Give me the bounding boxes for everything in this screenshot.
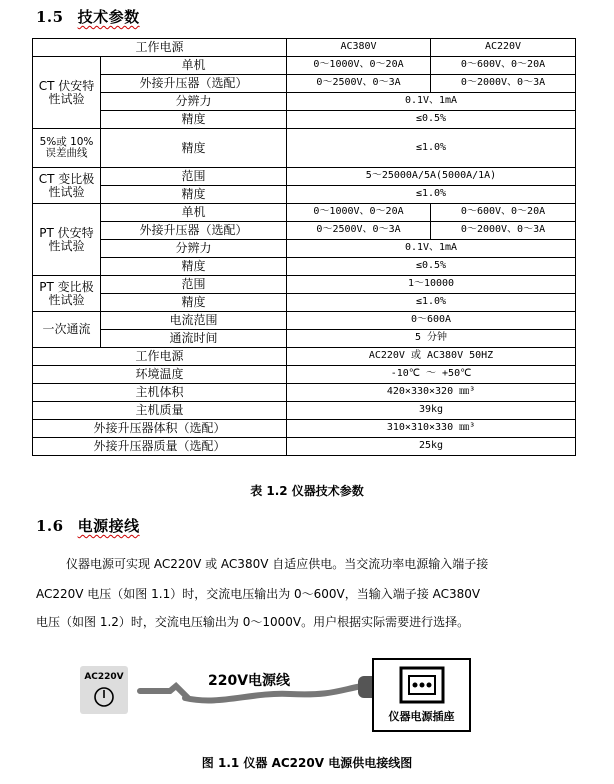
table-row: [33, 240, 576, 258]
row-label: 工作电源: [33, 348, 287, 366]
cell-value: -10℃ ～ +50℃: [287, 366, 576, 384]
group-pt-volt-ampere: PT 伏安特性试验: [33, 204, 101, 276]
spec-table: [32, 38, 576, 456]
group-primary-current: 一次通流: [33, 312, 101, 348]
row-label: 范围: [101, 276, 287, 294]
table-row: [33, 75, 576, 93]
table-row: [33, 348, 576, 366]
table-row: [33, 438, 576, 456]
table-row: [33, 168, 576, 186]
table-row: [33, 258, 576, 276]
cell-value: 0～2000V、0～3A: [431, 222, 576, 240]
wall-outlet: [80, 666, 128, 714]
table-row: [33, 222, 576, 240]
group-ct-ratio-polarity: CT 变比极性试验: [33, 168, 101, 204]
cell-value: 0～600V、0～20A: [431, 204, 576, 222]
header-col-ac220: AC220V: [431, 39, 576, 57]
section-title: 电源接线: [77, 517, 140, 535]
row-label: 分辨力: [101, 93, 287, 111]
cell-value: ≤1.0%: [287, 186, 576, 204]
header-col-ac380: AC380V: [287, 39, 431, 57]
section-heading-1-6: [36, 515, 140, 536]
section-title: 技术参数: [77, 8, 140, 26]
row-label: 精度: [101, 258, 287, 276]
row-label: 单机: [101, 204, 287, 222]
group-error-curve: 5%或 10%误差曲线: [33, 129, 101, 168]
cell-value: 0～1000V、0～20A: [287, 57, 431, 75]
table-row: [33, 276, 576, 294]
cell-value: 0～2500V、0～3A: [287, 222, 431, 240]
group-ct-volt-ampere: CT 伏安特性试验: [33, 57, 101, 129]
socket-icon: [374, 662, 469, 710]
cell-value: AC220V 或 AC380V 50HZ: [287, 348, 576, 366]
paragraph-line: 电压（如图 1.2）时，交流电压输出为 0～1000V。用户根据实际需要进行选择。: [36, 615, 470, 629]
cell-value: 5～25000A/5A(5000A/1A): [287, 168, 576, 186]
cell-value: 0～2500V、0～3A: [287, 75, 431, 93]
cell-value: 0～2000V、0～3A: [431, 75, 576, 93]
section-number: 1.6: [36, 517, 64, 535]
table-row: [33, 93, 576, 111]
paragraph-line: AC220V 电压（如图 1.1）时，交流电压输出为 0～600V，当输入端子接 AC380V: [36, 587, 481, 601]
cable-label: 220V电源线: [208, 673, 291, 689]
row-label: 外接升压器（选配）: [101, 75, 287, 93]
socket-label: 仪器电源插座: [388, 710, 455, 723]
row-label: 环境温度: [33, 366, 287, 384]
row-label: 电流范围: [101, 312, 287, 330]
power-wiring-figure: [60, 646, 532, 741]
cell-value: 0.1V、1mA: [287, 240, 576, 258]
outlet-label: AC220V: [84, 672, 124, 682]
paragraph-line: 仪器电源可实现 AC220V 或 AC380V 自适应供电。当交流功率电源输入端子接: [66, 557, 489, 571]
cell-value: 0～600V、0～20A: [431, 57, 576, 75]
table-row: [33, 402, 576, 420]
cell-value: 5 分钟: [287, 330, 576, 348]
table-row: [33, 366, 576, 384]
table-row: [33, 312, 576, 330]
row-label: 主机体积: [33, 384, 287, 402]
row-label: 精度: [101, 111, 287, 129]
row-label: 主机质量: [33, 402, 287, 420]
row-label: 外接升压器（选配）: [101, 222, 287, 240]
group-pt-ratio-polarity: PT 变比极性试验: [33, 276, 101, 312]
row-label: 外接升压器质量（选配）: [33, 438, 287, 456]
cell-value: ≤1.0%: [287, 129, 576, 168]
row-label: 范围: [101, 168, 287, 186]
cell-value: 0～1000V、0～20A: [287, 204, 431, 222]
cell-value: 0～600A: [287, 312, 576, 330]
cell-value: ≤0.5%: [287, 258, 576, 276]
row-label: 精度: [101, 294, 287, 312]
cell-value: ≤0.5%: [287, 111, 576, 129]
row-label: 通流时间: [101, 330, 287, 348]
cell-value: ≤1.0%: [287, 294, 576, 312]
table-row: [33, 111, 576, 129]
header-label: 工作电源: [33, 39, 287, 57]
cell-value: 1～10000: [287, 276, 576, 294]
cell-value: 25kg: [287, 438, 576, 456]
power-symbol-icon: [80, 666, 128, 714]
row-label: 精度: [101, 186, 287, 204]
cell-value: 420×330×320 ㎜³: [287, 384, 576, 402]
row-label: 精度: [101, 129, 287, 168]
cell-value: 310×310×330 ㎜³: [287, 420, 576, 438]
section-heading-1-5: [36, 6, 140, 27]
table-row: [33, 204, 576, 222]
cell-value: 39kg: [287, 402, 576, 420]
table-row: [33, 39, 576, 57]
table-row: [33, 186, 576, 204]
row-label: 外接升压器体积（选配）: [33, 420, 287, 438]
cell-value: 0.1V、1mA: [287, 93, 576, 111]
row-label: 单机: [101, 57, 287, 75]
table-row: [33, 384, 576, 402]
table-caption: 表 1.2 仪器技术参数: [250, 484, 364, 498]
figure-caption: 图 1.1 仪器 AC220V 电源供电接线图: [201, 756, 413, 770]
table-row: [33, 129, 576, 168]
row-label: 分辨力: [101, 240, 287, 258]
table-row: [33, 57, 576, 75]
power-cable-icon: [130, 646, 390, 741]
table-row: [33, 420, 576, 438]
table-row: [33, 294, 576, 312]
section-number: 1.5: [36, 8, 64, 26]
table-row: [33, 330, 576, 348]
instrument-socket: [372, 658, 471, 732]
